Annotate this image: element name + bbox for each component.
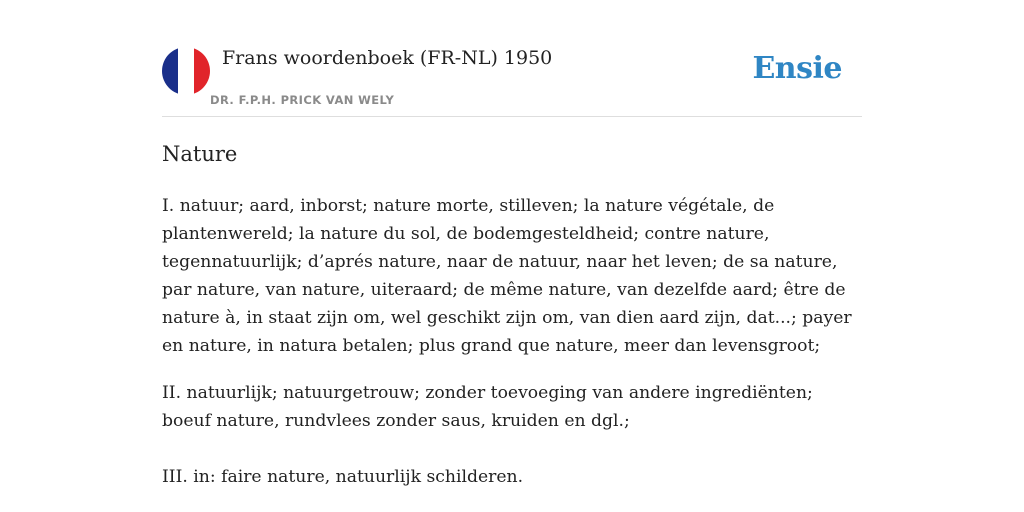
dictionary-author: DR. F.P.H. PRICK VAN WELY xyxy=(210,93,395,107)
dictionary-title[interactable]: Frans woordenboek (FR-NL) 1950 xyxy=(222,47,553,69)
entry-headword: Nature xyxy=(162,142,238,166)
flag-stripe-white xyxy=(178,47,194,95)
flag-stripe-red xyxy=(194,47,210,95)
ensie-logo-link[interactable]: Ensie xyxy=(752,51,842,86)
dictionary-card xyxy=(162,0,862,487)
flag-stripe-blue xyxy=(162,47,178,95)
france-flag-icon xyxy=(162,47,210,95)
definition-3: III. in: faire nature, natuurlijk schilderen. xyxy=(162,467,524,487)
definition-1: I. natuur; aard, inborst; nature morte, stilleven; la nature végétale, de plantenwereld; la nature du sol, de bodemgesteldheid; contre nature, tegennatuurlijk; d’aprés nature, naar de natuur, naar het leven; de sa nature, par nature, van nature, uiteraard; de même nature, van dezelfde aard; être de nature à, in staat zijn om, wel geschikt zijn om, van dien aard zijn, dat...; payer en nature, in natura betalen; plus grand que nature, meer dan levensgroot; xyxy=(162,196,852,356)
dictionary-header xyxy=(162,0,862,117)
definition-2: II. natuurlijk; natuurgetrouw; zonder toevoeging van andere ingrediënten; boeuf nature, rundvlees zonder saus, kruiden en dgl.; xyxy=(162,383,813,431)
